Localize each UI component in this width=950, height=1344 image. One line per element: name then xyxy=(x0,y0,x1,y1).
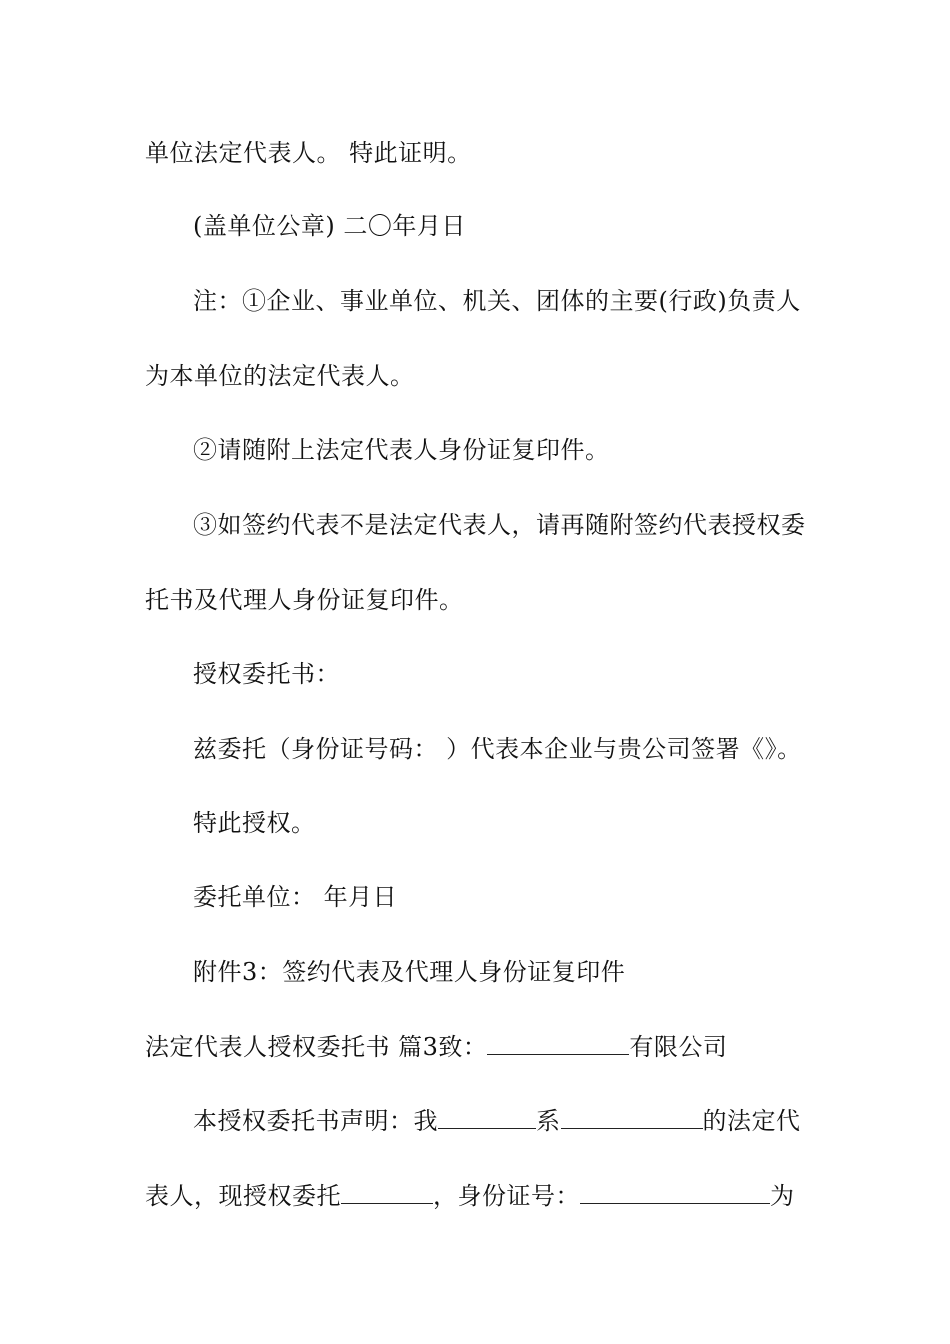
paragraph-line: 单位法定代表人。 特此证明。 xyxy=(145,139,472,167)
text-run: 本授权委托书声明：我 xyxy=(193,1107,438,1135)
fill-in-blank xyxy=(487,1034,629,1055)
paragraph-line: 兹委托（身份证号码： ）代表本企业与贵公司签署《》。 xyxy=(193,735,802,763)
text-run: 表人，现授权委托 xyxy=(145,1182,341,1210)
paragraph-line: 授权委托书： xyxy=(193,660,340,688)
text-run: 系 xyxy=(536,1107,561,1135)
paragraph-line: (盖单位公章) 二〇年月日 xyxy=(193,212,466,240)
paragraph-line xyxy=(193,286,815,316)
text-run: 的法定代 xyxy=(702,1107,801,1135)
text-run: 为 xyxy=(770,1182,795,1210)
text-run: 法定代表人授权委托书 篇3致： xyxy=(145,1033,488,1061)
paragraph-line: 托书及代理人身份证复印件。 xyxy=(145,586,464,614)
paragraph-line xyxy=(145,1181,815,1211)
text-run: 有限公司 xyxy=(629,1033,728,1061)
paragraph-line: 特此授权。 xyxy=(193,809,316,837)
paragraph-line: ③如签约代表不是法定代表人，请再随附签约代表授权委 xyxy=(193,511,806,539)
paragraph-line xyxy=(193,1106,815,1136)
text-run: 注：①企业、事业单位、机关、团体的主要(行政)负责人 xyxy=(193,287,801,315)
fill-in-blank xyxy=(341,1183,433,1204)
paragraph-line: 为本单位的法定代表人。 xyxy=(145,362,415,390)
text-run: ，身份证号： xyxy=(433,1182,580,1210)
paragraph-line: 附件3：签约代表及代理人身份证复印件 xyxy=(193,958,626,986)
paragraph-line: ②请随附上法定代表人身份证复印件。 xyxy=(193,436,610,464)
fill-in-blank xyxy=(438,1108,536,1129)
paragraph-line xyxy=(145,1032,815,1062)
fill-in-blank xyxy=(561,1108,703,1129)
fill-in-blank xyxy=(580,1183,770,1204)
paragraph-line: 委托单位： 年月日 xyxy=(193,883,398,911)
